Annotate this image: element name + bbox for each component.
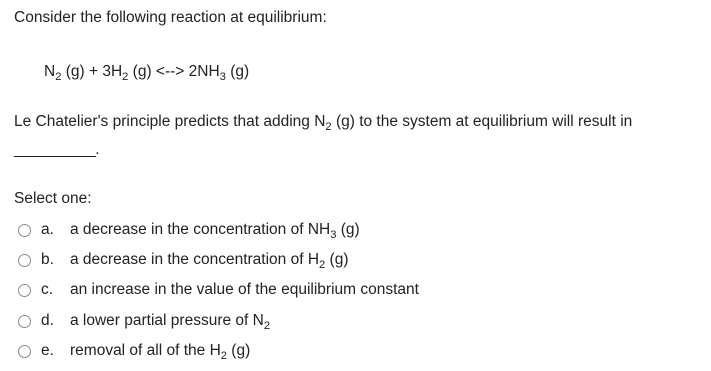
option-subscript: 2 bbox=[319, 258, 326, 271]
radio-button-a[interactable] bbox=[18, 224, 31, 237]
eq-n2: N bbox=[44, 63, 56, 80]
question-stem bbox=[14, 113, 632, 131]
answer-option-c[interactable] bbox=[18, 278, 419, 302]
eq-nh3: (g) <--> 2NH bbox=[128, 63, 220, 80]
option-text-main: removal of all of the H bbox=[70, 342, 221, 359]
option-letter: c. bbox=[41, 281, 54, 298]
question-intro: Consider the following reaction at equilibrium: bbox=[14, 9, 327, 26]
option-text-main: a decrease in the concentration of NH bbox=[70, 221, 331, 238]
radio-button-d[interactable] bbox=[18, 315, 31, 328]
option-text-main: an increase in the value of the equilibrium constant bbox=[70, 281, 419, 298]
eq-end: (g) bbox=[225, 63, 250, 80]
option-text[interactable] bbox=[70, 281, 419, 299]
option-text-end: (g) bbox=[325, 251, 349, 268]
option-text[interactable] bbox=[70, 342, 250, 360]
eq-h2: (g) + 3H bbox=[61, 63, 123, 80]
stem-subscript: 2 bbox=[325, 120, 332, 133]
option-letter: b. bbox=[41, 251, 54, 268]
option-letter: a. bbox=[41, 221, 54, 238]
reaction-equation bbox=[44, 63, 249, 81]
option-letter: d. bbox=[41, 312, 54, 329]
option-text[interactable] bbox=[70, 221, 360, 239]
eq-nh3-subscript: 3 bbox=[219, 70, 226, 83]
answer-option-b[interactable] bbox=[18, 248, 348, 272]
answer-option-a[interactable] bbox=[18, 218, 360, 242]
answer-option-d[interactable] bbox=[18, 309, 270, 333]
answer-option-e[interactable] bbox=[18, 339, 250, 363]
eq-h2-subscript: 2 bbox=[122, 70, 129, 83]
radio-button-b[interactable] bbox=[18, 254, 31, 267]
option-subscript: 3 bbox=[330, 228, 337, 241]
option-subscript: 2 bbox=[220, 349, 227, 362]
option-text[interactable] bbox=[70, 312, 270, 330]
option-text-main: a lower partial pressure of N bbox=[70, 312, 264, 329]
option-letter: e. bbox=[41, 342, 54, 359]
eq-n2-subscript: 2 bbox=[55, 70, 62, 83]
stem-before: Le Chatelier's principle predicts that adding N bbox=[14, 113, 326, 130]
select-one-label: Select one: bbox=[14, 190, 92, 207]
answer-blank: __________. bbox=[14, 141, 100, 158]
stem-after: (g) to the system at equilibrium will result in bbox=[331, 113, 633, 130]
option-text-end: (g) bbox=[226, 342, 251, 359]
option-text-end: (g) bbox=[336, 221, 360, 238]
option-text-main: a decrease in the concentration of H bbox=[70, 251, 320, 268]
option-subscript: 2 bbox=[263, 319, 271, 332]
option-text[interactable] bbox=[70, 251, 348, 269]
radio-button-c[interactable] bbox=[18, 284, 31, 297]
radio-button-e[interactable] bbox=[18, 345, 31, 358]
